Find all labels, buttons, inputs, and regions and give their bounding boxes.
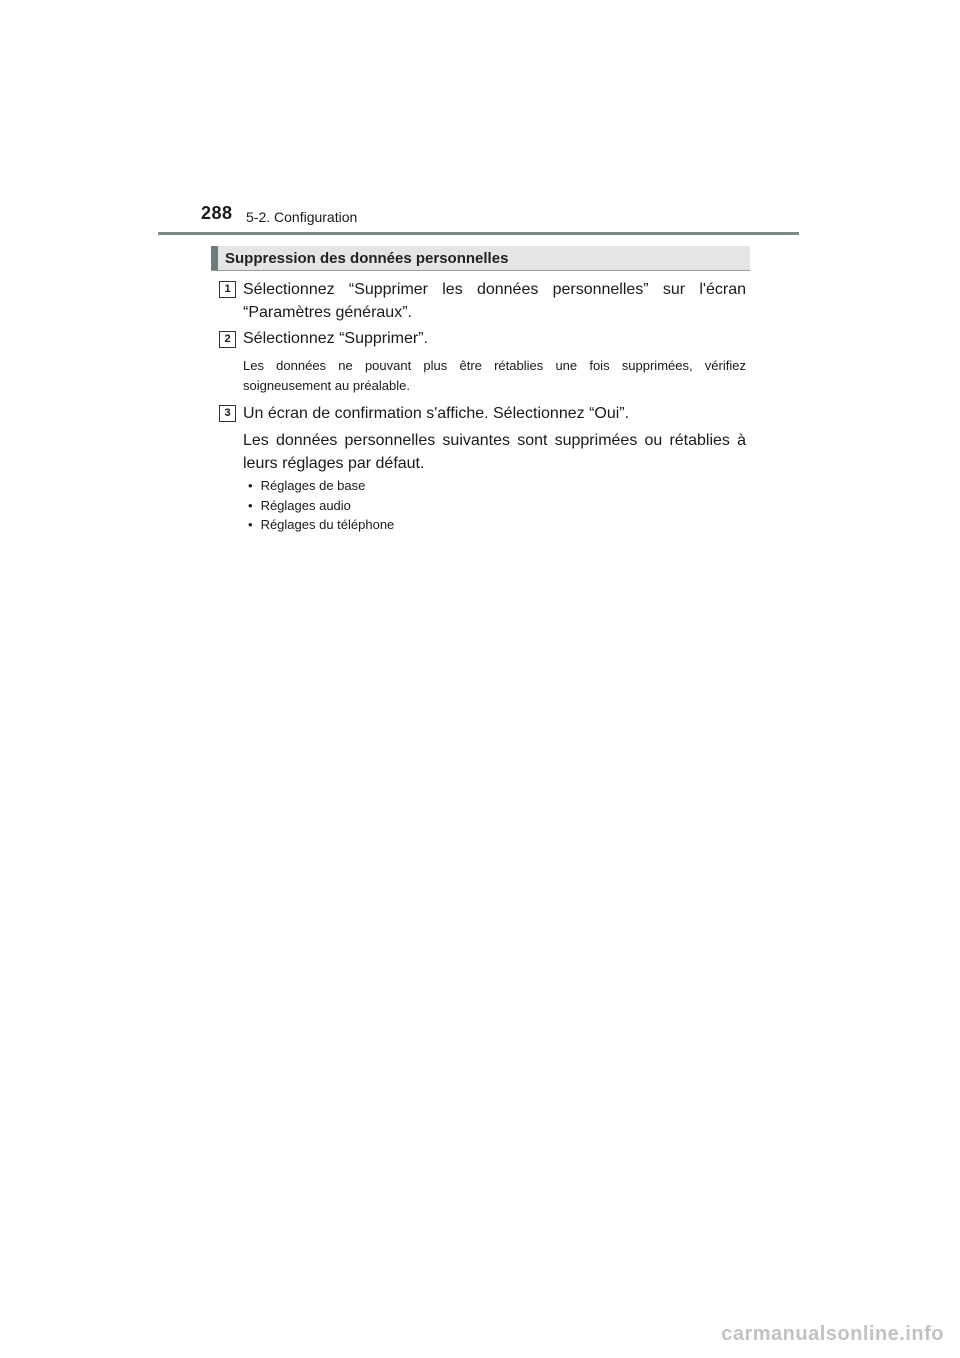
list-item: • Réglages audio: [248, 496, 394, 516]
list-item: • Réglages du téléphone: [248, 515, 394, 535]
header-rule: [158, 232, 799, 235]
section-header: [211, 246, 750, 271]
step-detail-3: Les données personnelles suivantes sont supprimées ou rétablies à leurs réglages par défaut.: [243, 432, 746, 472]
step-badge-1: 1: [219, 281, 236, 298]
step-badge-2: 2: [219, 331, 236, 348]
chapter-label: 5-2. Configuration: [246, 209, 358, 225]
section-header-accent-bar: [211, 246, 218, 270]
page-number: 288: [201, 203, 233, 223]
list-item: • Réglages de base: [248, 476, 394, 496]
step-text-2: Sélectionnez “Supprimer”.: [243, 330, 428, 347]
step-text-3: Un écran de confirmation s'affiche. Sélectionnez “Oui”.: [243, 405, 630, 422]
section-title: Suppression des données personnelles: [225, 250, 509, 267]
step-note-2: Les données ne pouvant plus être rétablies une fois supprimées, vérifiez soigneusement au préalable.: [243, 358, 746, 393]
step-text-1: Sélectionnez “Supprimer les données personnelles” sur l'écran “Paramètres généraux”.: [243, 281, 746, 321]
step-badge-3: 3: [219, 405, 236, 422]
watermark: carmanualsonline.info: [721, 1323, 944, 1345]
settings-list: [248, 476, 394, 535]
